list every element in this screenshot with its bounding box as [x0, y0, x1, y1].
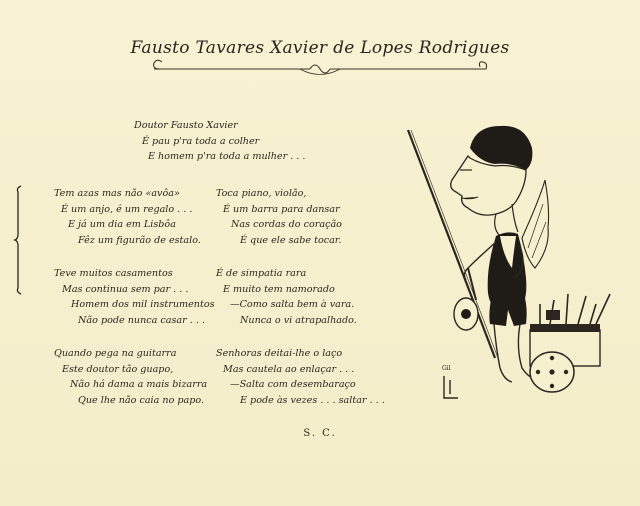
stanza-right-2 [216, 266, 357, 329]
verse-line: E muito tem namorado [223, 283, 335, 295]
verse-line: Não há dama a mais bizarra [70, 379, 208, 391]
stanza-right-3 [216, 346, 385, 409]
author-signature: S. C. [303, 428, 337, 439]
side-bracket [12, 184, 28, 296]
guitar-icon [454, 268, 478, 330]
verse-line: E já um dia em Lisbôa [68, 219, 176, 231]
verse-line: Doutor Fausto Xavier [134, 120, 238, 131]
verse-line: Quando pega na guitarra [54, 348, 177, 359]
verse-line: É um barra para dansar [223, 203, 340, 215]
verse-line: Nas cordas do coração [231, 219, 342, 231]
verse-line: Mas continua sem par . . . [62, 283, 189, 295]
artist-mark: Gil [442, 365, 451, 372]
verse-line: Mas cautela ao enlaçar . . . [223, 363, 355, 375]
verse-line: É pau p'ra toda a colher [142, 135, 260, 147]
verse-line: Não pode nunca casar . . . [78, 315, 206, 327]
verse-line: Homem dos mil instrumentos [71, 299, 215, 311]
verse-line: Tem azas mas não «avôa» [54, 188, 180, 199]
caricature-head [451, 126, 533, 236]
stanza-right-1 [216, 186, 342, 249]
verse-line: É um anjo, é um regalo . . . [61, 203, 193, 215]
verse-line: É de simpatia rara [216, 268, 307, 279]
stanza-left-1 [54, 186, 201, 249]
verse-line: É que ele sabe tocar. [240, 235, 342, 247]
verse-line: Que lhe não caia no papo. [78, 395, 205, 407]
page-title: Fausto Tavares Xavier de Lopes Rodrigues [130, 38, 510, 58]
verse-line: Nunca o vi atrapalhado. [240, 315, 357, 327]
verse-line: —Salta com desembaraço [230, 379, 356, 391]
verse-line: E pode às vezes . . . saltar . . . [240, 395, 385, 407]
verse-line: Teve muitos casamentos [54, 268, 173, 279]
stanza-intro [134, 118, 305, 165]
verse-line: Fêz um figurão de estalo. [78, 235, 201, 247]
drum-shield-icon [530, 352, 574, 392]
verse-line: E homem p'ra toda a mulher . . . [148, 151, 306, 163]
stanza-left-3 [54, 346, 207, 409]
stanza-left-2 [54, 266, 215, 329]
title-ornament [150, 58, 490, 80]
wing-shape [522, 180, 549, 268]
verse-line: Senhoras deitai-lhe o laço [216, 348, 343, 359]
caricature-illustration [400, 118, 625, 408]
verse-line: Este doutor tão guapo, [62, 363, 174, 375]
verse-line: —Como salta bem à vara. [230, 299, 355, 311]
verse-line: Toca piano, violão, [216, 188, 307, 199]
